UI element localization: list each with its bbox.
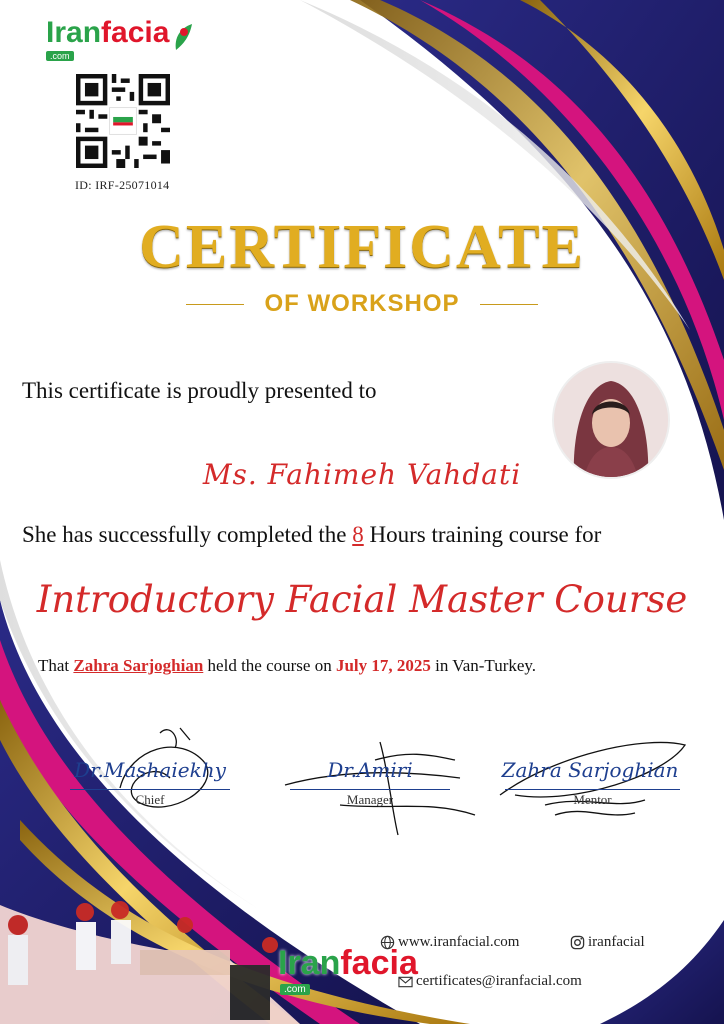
held-text-p3: in Van-Turkey. xyxy=(430,656,537,675)
signature-line-chief xyxy=(70,789,230,790)
signature-role-manager: Manager xyxy=(346,792,394,807)
instagram-icon xyxy=(570,935,585,950)
logo-domain-top: .com xyxy=(46,51,74,61)
course-date: July 17, 2025 xyxy=(335,656,431,675)
contact-email[interactable] xyxy=(398,973,582,990)
email-icon xyxy=(398,976,413,988)
held-text xyxy=(38,656,536,676)
signature-name-manager: Dr.Amiri xyxy=(327,758,413,782)
signature-name-mentor: Zahra Sarjoghian xyxy=(501,758,679,782)
logo-domain-bottom: .com xyxy=(280,984,310,995)
instructor-name: Zahra Sarjoghian xyxy=(73,656,204,675)
certificate-id: ID: IRF-25071014 xyxy=(75,178,170,192)
globe-icon xyxy=(380,935,395,950)
certificate-subtitle: OF WORKSHOP xyxy=(264,290,460,317)
contact-website[interactable] xyxy=(380,934,519,951)
subtitle-rule-right xyxy=(480,304,538,305)
iranfacial-logo-bottom: Iranfacia xyxy=(278,944,418,982)
course-hours: 8 xyxy=(352,522,364,547)
signature-name-chief: Dr.Mashaiekhy xyxy=(74,758,226,782)
completed-text-after: Hours training course for xyxy=(363,522,602,547)
completed-text xyxy=(22,522,601,548)
signature-role-mentor: Mentor xyxy=(573,792,612,807)
instagram-text: iranfacial xyxy=(588,934,645,950)
leaf-icon xyxy=(172,22,194,52)
iranfacial-logo-top: Iranfacia xyxy=(46,16,170,49)
contact-instagram[interactable] xyxy=(570,934,645,951)
recipient-name: Ms. Fahimeh Vahdati xyxy=(202,458,522,491)
signature-line-mentor xyxy=(505,789,680,790)
signature-scribble-manager xyxy=(280,730,480,840)
signature-role-chief: Chief xyxy=(135,792,165,807)
certificate-title: CERTIFICATE xyxy=(139,213,585,281)
course-name: Introductory Facial Master Course xyxy=(36,578,688,621)
presented-text: This certificate is proudly presented to xyxy=(22,378,377,403)
completed-text-before: She has successfully completed the xyxy=(22,522,353,547)
qr-code-icon xyxy=(76,74,170,168)
email-text: certificates@iranfacial.com xyxy=(416,973,582,989)
website-text: www.iranfacial.com xyxy=(398,934,520,950)
held-text-p2: held the course on xyxy=(203,656,336,675)
signature-line-manager xyxy=(290,789,450,790)
held-text-p1: That xyxy=(38,656,74,675)
